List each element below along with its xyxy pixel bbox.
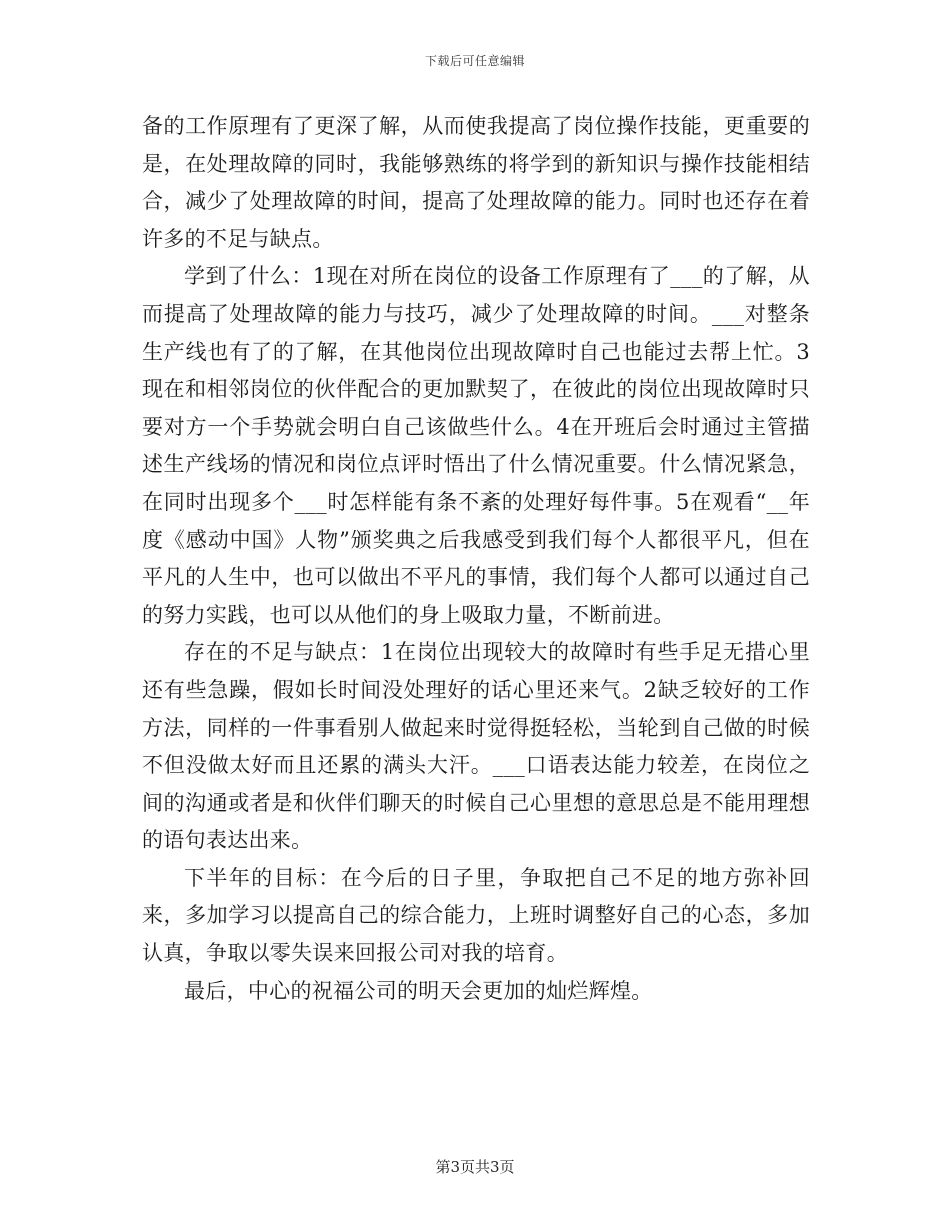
page-number: 第3页共3页 — [435, 1158, 515, 1176]
paragraph-closing: 最后，中心的祝福公司的明天会更加的灿烂辉煌。 — [184, 978, 653, 1003]
paragraph-shortcomings: 存在的不足与缺点：1在岗位出现较大的故障时有些手足无措心里还有些急躁，假如长时间没处理好的话心里还来气。2缺乏较好的工作方法，同样的一件事看别人做起来时觉得挺轻松，当轮到自己做的时候不但没做太好而且还累的满头大汗。___口语表达能力较差，在岗位之间的沟通或者是和伙伴们聊天的时候自己心里想的意思总是不能用理想的语句表达出来。 — [142, 640, 810, 853]
page-header-note: 下载后可任意编辑 — [424, 54, 525, 68]
paragraph-learned: 学到了什么：1现在对所在岗位的设备工作原理有了___的了解，从而提高了处理故障的能力与技巧，减少了处理故障的时间。___对整条生产线也有了的了解，在其他岗位出现故障时自己也能过去帮上忙。3现在和相邻岗位的伙伴配合的更加默契了，在彼此的岗位出现故障时只要对方一个手势就会明白自己该做些什么。4在开班后会时通过主管描述生产线场的情况和岗位点评时悟出了什么情况重要。什么情况紧急，在同时出现多个___时怎样能有条不紊的处理好每件事。5在观看“__年度《感动中国》人物”颁奖典之后我感受到我们每个人都很平凡，但在平凡的人生中，也可以做出不平凡的事情，我们每个人都可以通过自己的努力实践，也可以从他们的身上吸取力量，不断前进。 — [142, 264, 810, 627]
paragraph-goals: 下半年的目标：在今后的日子里，争取把自己不足的地方弥补回来，多加学习以提高自己的综合能力，上班时调整好自己的心态，多加认真，争取以零失误来回报公司对我的培育。 — [142, 865, 810, 966]
document-body — [142, 108, 810, 1010]
paragraph-continuation: 备的工作原理有了更深了解，从而使我提高了岗位操作技能，更重要的是，在处理故障的同时，我能够熟练的将学到的新知识与操作技能相结合，减少了处理故障的时间，提高了处理故障的能力。同时也还存在着许多的不足与缺点。 — [142, 114, 810, 251]
